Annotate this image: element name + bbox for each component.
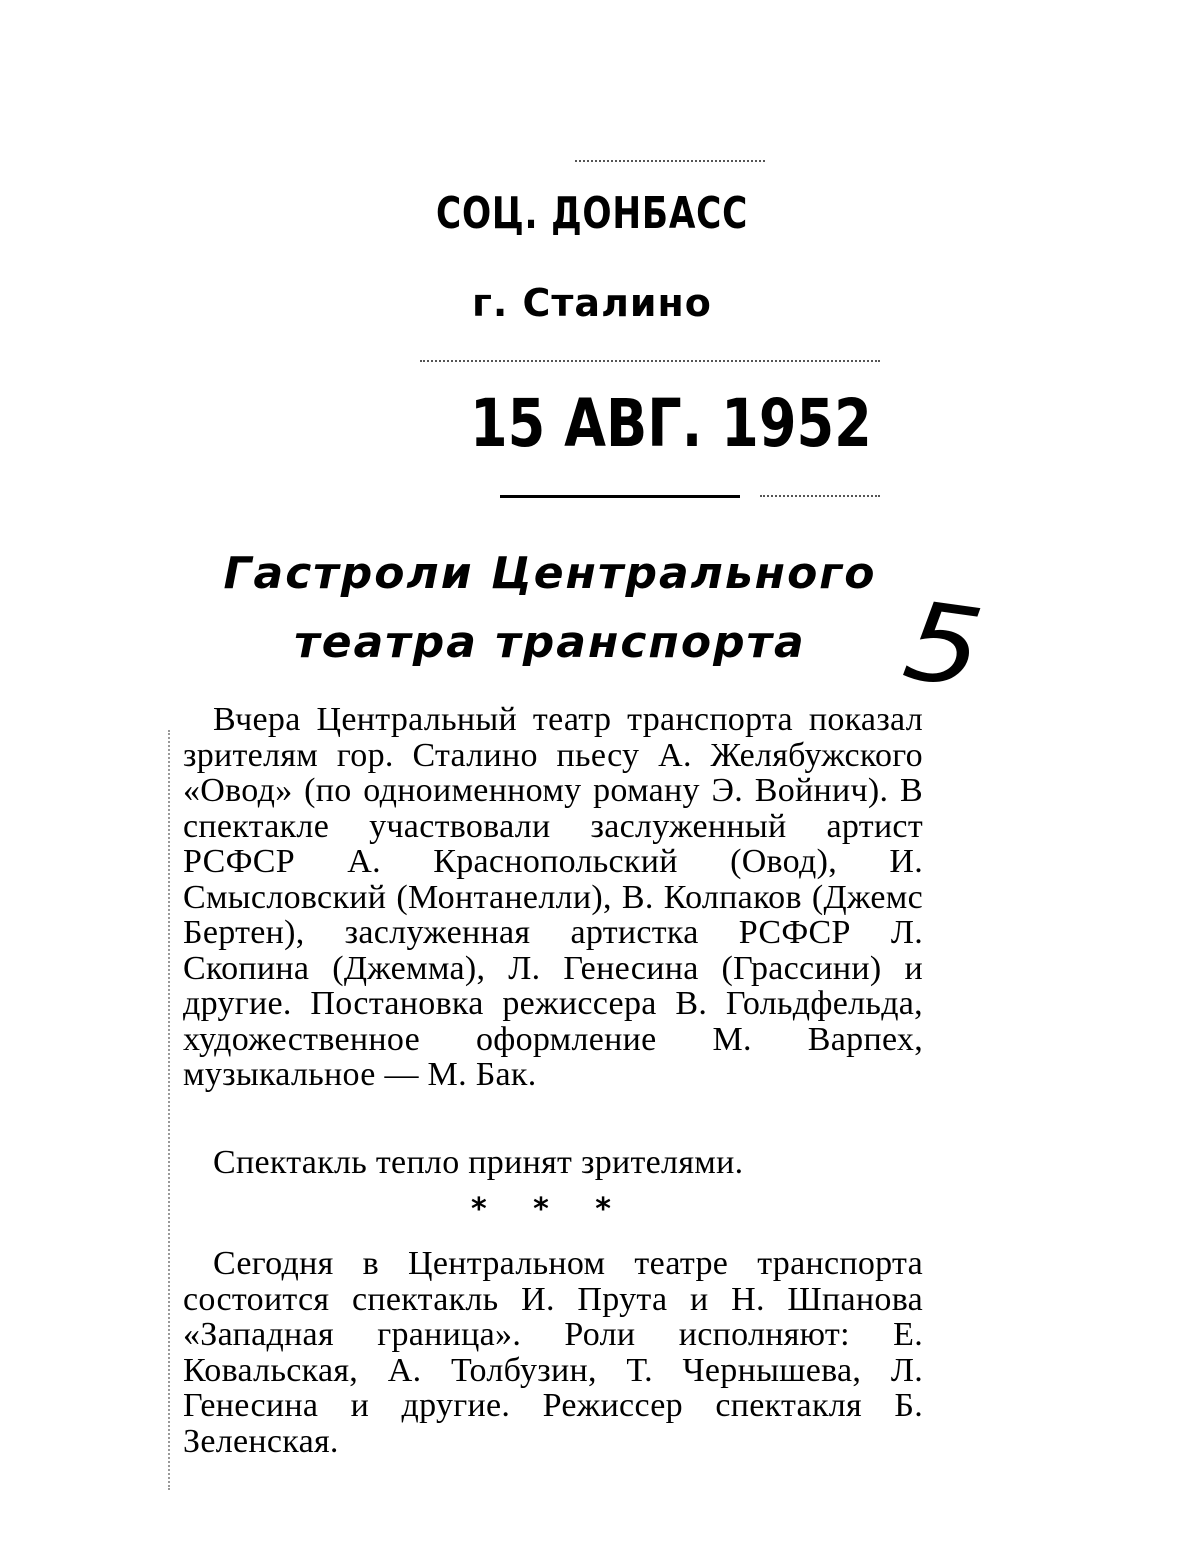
- date-stamp: 15 АВГ. 1952: [470, 385, 872, 462]
- article-paragraph-2: Спектакль тепло принят зрителями.: [213, 1144, 744, 1181]
- stamp-underline: [500, 495, 740, 498]
- scan-noise: [168, 730, 174, 1490]
- newspaper-name-stamp: СОЦ. ДОНБАСС: [436, 188, 749, 239]
- article-title-line-1: Гастроли Центрального: [223, 548, 877, 599]
- city-stamp: г. Сталино: [472, 281, 712, 325]
- scan-noise: [575, 160, 765, 162]
- article-title-line-2: театра транспорта: [294, 617, 806, 668]
- article-paragraph-3: Сегодня в Центральном театре транспорта состоится спектакль И. Прута и Н. Шпанова «Западная граница». Роли исполняют: Е. Ковальская, А. Толбузин, Т. Чернышева, Л. Генесина и другие. Режиссер спектакля Б. Зеленская.: [183, 1245, 923, 1460]
- article-paragraph-1: Вчера Центральный театр транспорта показал зрителям гор. Сталино пьесу А. Желябужского «Овод» (по одноименному роману Э. Войнич). В спектакле участвовали заслуженный артист РСФСР А. Краснопольский (Овод), И. Смысловский (Монтанелли), В. Колпаков (Джемс Бертен), заслуженная артистка РСФСР Л. Скопина (Джемма), Л. Генесина (Грассини) и другие. Постановка режиссера В. Гольдфельда, художественное оформление М. Варпех, музыкальное — М. Бак.: [183, 701, 923, 1093]
- scan-noise: [420, 360, 880, 362]
- section-separator: * * *: [471, 1192, 629, 1227]
- handwritten-page-number: 5: [896, 578, 990, 713]
- scan-noise: [760, 495, 880, 497]
